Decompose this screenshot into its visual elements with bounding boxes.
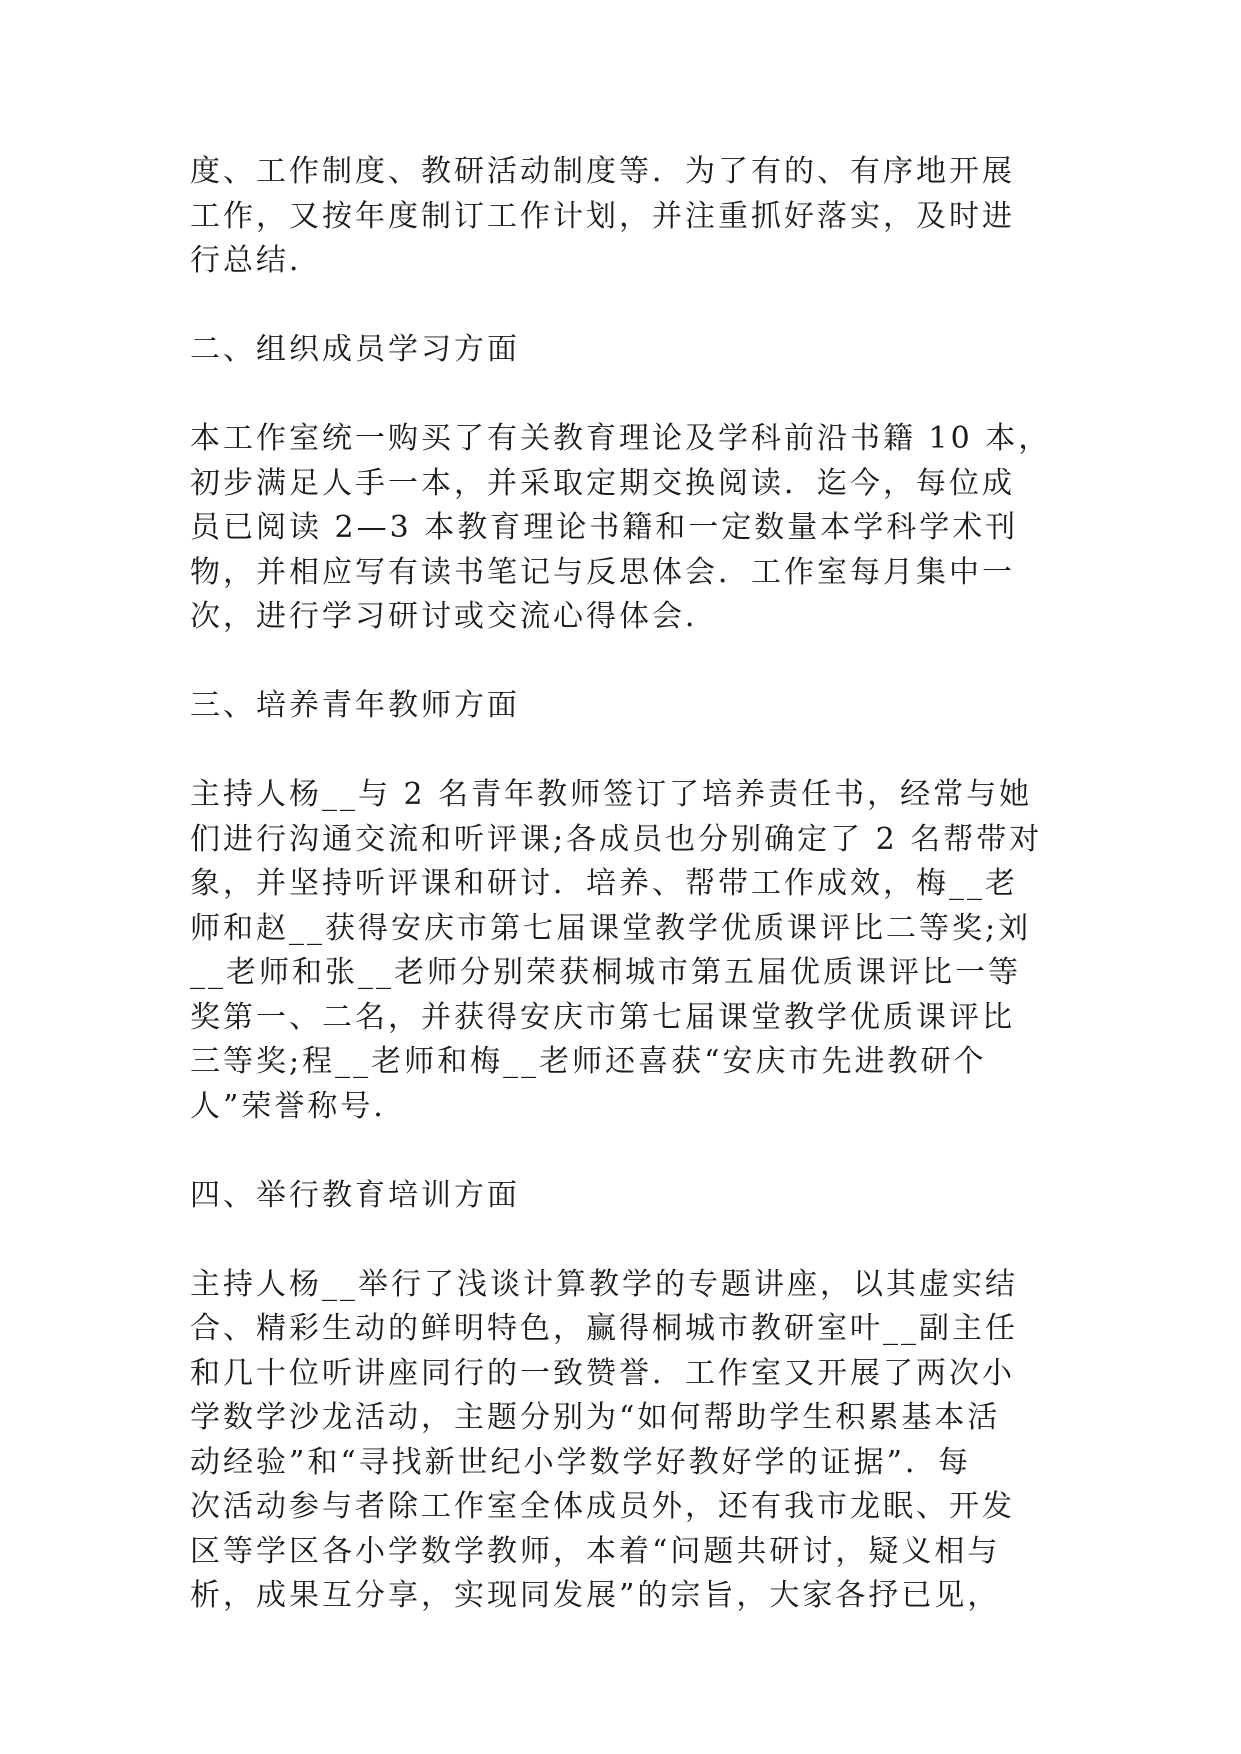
text-line: 学数学沙龙活动，主题分别为“如何帮助学生积累基本活 [190, 1400, 1001, 1435]
text-line: 析，成果互分享，实现同发展”的宗旨，大家各抒已见， [190, 1578, 1001, 1613]
text-line: 行总结． [190, 243, 322, 278]
text-line: __老师和张__老师分别荣获桐城市第五届优质课评比一等 [190, 955, 1021, 990]
text-line: 次活动参与者除工作室全体成员外，还有我市龙眠、开发 [190, 1489, 1015, 1524]
paragraph [190, 773, 1050, 1129]
paragraph [190, 150, 1050, 284]
text-line: 初步满足人手一本，并采取定期交换阅读．迄今，每位成 [190, 465, 1015, 501]
text-line: 象，并坚持听评课和研讨．培养、帮带工作成效，梅__老 [190, 866, 1018, 901]
text-line: 主持人杨__与 2 名青年教师签订了培养责任书，经常与她 [190, 777, 1033, 812]
text-line: 四、举行教育培训方面 [190, 1177, 520, 1213]
text-line: 动经验”和“寻找新世纪小学数学好教好学的证据”．每 [190, 1444, 972, 1480]
document-page [190, 150, 1050, 1663]
paragraph [190, 417, 1050, 640]
text-line: 合、精彩生动的鲜明特色，赢得桐城市教研室叶__副主任 [190, 1311, 1018, 1346]
section-heading [190, 1174, 1050, 1219]
text-line: 区等学区各小学数学教师，本着“问题共研讨，疑义相与 [190, 1533, 1001, 1569]
text-line: 本工作室统一购买了有关教育理论及学科前沿书籍 10 本， [190, 421, 1052, 456]
text-line: 和几十位听讲座同行的一致赞誉．工作室又开展了两次小 [190, 1355, 1015, 1391]
text-line: 三、培养青年教师方面 [190, 688, 520, 723]
text-line: 员已阅读 2—3 本教育理论书籍和一定数量本学科学术刊 [190, 510, 1019, 545]
text-line: 度、工作制度、教研活动制度等．为了有的、有序地开展 [190, 154, 1015, 189]
text-line: 物，并相应写有读书笔记与反思体会．工作室每月集中一 [190, 554, 1015, 590]
text-line: 奖第一、二名，并获得安庆市第七届课堂教学优质课评比 [190, 999, 1015, 1035]
text-line: 二、组织成员学习方面 [190, 332, 520, 367]
text-line: 次，进行学习研讨或交流心得体会． [190, 599, 718, 634]
text-line: 们进行沟通交流和听评课;各成员也分别确定了 2 名帮带对 [190, 821, 1043, 857]
text-line: 人”荣誉称号． [190, 1088, 407, 1124]
text-line: 师和赵__获得安庆市第七届课堂教学优质课评比二等奖;刘 [190, 910, 1032, 946]
section-heading [190, 684, 1050, 729]
text-line: 三等奖;程__老师和梅__老师还喜获“安庆市先进教研个 [190, 1044, 987, 1079]
paragraph [190, 1263, 1050, 1619]
text-line: 主持人杨__举行了浅谈计算教学的专题讲座，以其虚实结 [190, 1266, 1018, 1302]
text-line: 工作，又按年度制订工作计划，并注重抓好落实，及时进 [190, 198, 1015, 234]
section-heading [190, 328, 1050, 373]
